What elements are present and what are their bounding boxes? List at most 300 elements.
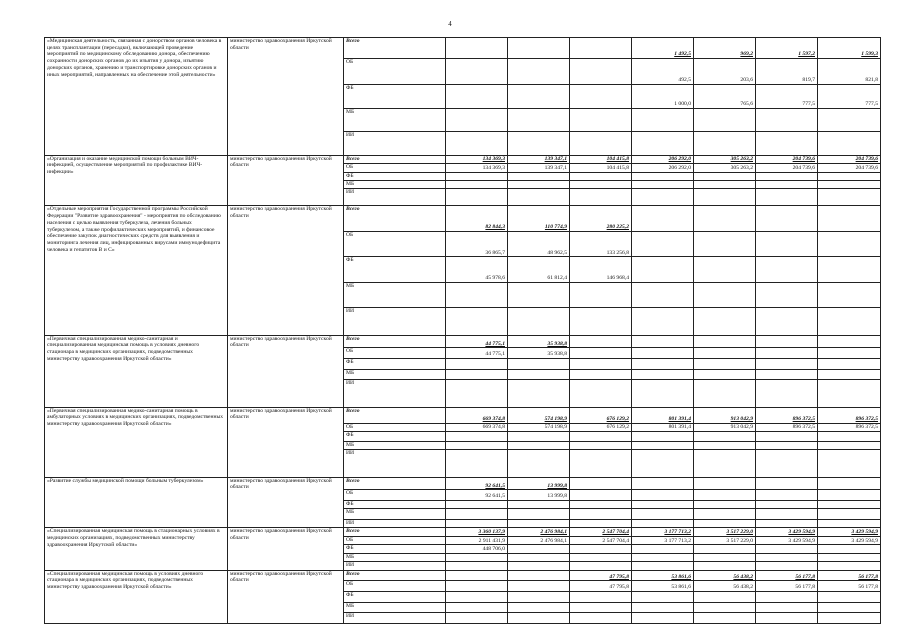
amount-cell bbox=[756, 591, 818, 602]
funding-source-cell: МБ bbox=[344, 369, 446, 380]
amount-cell: 913 042,9 bbox=[694, 407, 756, 423]
amount-cell bbox=[756, 348, 818, 359]
amount-cell bbox=[818, 206, 881, 231]
amount-cell bbox=[632, 432, 694, 442]
table-row bbox=[45, 528, 881, 536]
funding-source-cell: ИИ bbox=[344, 380, 446, 408]
table-row bbox=[45, 477, 881, 490]
amount-cell: 896 372,5 bbox=[818, 407, 881, 423]
amount-cell: 676 129,2 bbox=[570, 423, 632, 431]
amount-cell: 35 938,8 bbox=[508, 348, 570, 359]
budget-table bbox=[44, 37, 881, 624]
amount-cell: 3 429 594,9 bbox=[818, 536, 881, 544]
amount-cell: 3 360 137,9 bbox=[446, 528, 508, 536]
amount-cell: 2 476 984,1 bbox=[508, 528, 570, 536]
amount-cell bbox=[694, 613, 756, 624]
amount-cell: 3 177 713,2 bbox=[632, 536, 694, 544]
amount-cell bbox=[818, 602, 881, 613]
amount-cell bbox=[632, 108, 694, 131]
amount-cell bbox=[756, 553, 818, 561]
amount-cell bbox=[818, 490, 881, 501]
amount-cell bbox=[570, 189, 632, 206]
amount-cell bbox=[508, 441, 570, 449]
executor-cell: министерство здравоохранения Иркутской области bbox=[228, 407, 344, 477]
amount-cell bbox=[570, 490, 632, 501]
amount-cell bbox=[756, 562, 818, 570]
amount-cell bbox=[818, 477, 881, 490]
amount-cell bbox=[446, 591, 508, 602]
table-row bbox=[45, 38, 881, 59]
amount-cell bbox=[756, 432, 818, 442]
amount-cell bbox=[756, 335, 818, 348]
funding-source-cell: ФБ bbox=[344, 172, 446, 180]
amount-cell bbox=[818, 380, 881, 408]
amount-cell bbox=[818, 562, 881, 570]
amount-cell: 56 177,8 bbox=[818, 570, 881, 581]
amount-cell bbox=[632, 189, 694, 206]
amount-cell bbox=[570, 84, 632, 108]
amount-cell bbox=[756, 509, 818, 520]
funding-source-cell: Всего bbox=[344, 570, 446, 581]
amount-cell bbox=[632, 477, 694, 490]
amount-cell bbox=[818, 108, 881, 131]
amount-cell bbox=[570, 553, 632, 561]
amount-cell: 82 844,3 bbox=[446, 206, 508, 231]
amount-cell: 56 438,2 bbox=[694, 581, 756, 592]
event-name-cell: «Развитие службы медицинской помощи больным туберкулезом» bbox=[45, 477, 228, 528]
amount-cell bbox=[694, 500, 756, 508]
amount-cell bbox=[570, 132, 632, 155]
amount-cell: 92 641,5 bbox=[446, 477, 508, 490]
amount-cell bbox=[446, 181, 508, 189]
amount-cell: 13 999,8 bbox=[508, 490, 570, 501]
amount-cell bbox=[632, 172, 694, 180]
amount-cell bbox=[446, 108, 508, 131]
amount-cell: 2 547 704,4 bbox=[570, 536, 632, 544]
amount-cell bbox=[756, 181, 818, 189]
amount-cell bbox=[694, 490, 756, 501]
funding-source-cell: ИИ bbox=[344, 450, 446, 478]
amount-cell bbox=[694, 348, 756, 359]
amount-cell: 801 391,4 bbox=[632, 423, 694, 431]
amount-cell bbox=[694, 282, 756, 307]
amount-cell: 777,5 bbox=[818, 84, 881, 108]
amount-cell bbox=[756, 189, 818, 206]
amount-cell bbox=[632, 441, 694, 449]
amount-cell bbox=[818, 509, 881, 520]
amount-cell bbox=[818, 282, 881, 307]
amount-cell bbox=[446, 358, 508, 369]
amount-cell bbox=[508, 581, 570, 592]
amount-cell bbox=[446, 132, 508, 155]
amount-cell: 203,6 bbox=[694, 59, 756, 84]
page-number: 4 bbox=[448, 20, 452, 28]
amount-cell: 206 292,0 bbox=[632, 155, 694, 163]
amount-cell: 676 129,2 bbox=[570, 407, 632, 423]
amount-cell bbox=[508, 602, 570, 613]
amount-cell bbox=[570, 38, 632, 59]
amount-cell bbox=[570, 308, 632, 336]
amount-cell: 305 263,2 bbox=[694, 164, 756, 172]
funding-source-cell: ФБ bbox=[344, 84, 446, 108]
amount-cell bbox=[694, 519, 756, 527]
amount-cell: 1 599,3 bbox=[818, 38, 881, 59]
table-row bbox=[45, 570, 881, 581]
amount-cell: 61 812,4 bbox=[508, 257, 570, 282]
amount-cell bbox=[632, 282, 694, 307]
amount-cell: 305 263,2 bbox=[694, 155, 756, 163]
amount-cell bbox=[694, 308, 756, 336]
amount-cell bbox=[818, 358, 881, 369]
amount-cell bbox=[570, 545, 632, 553]
event-name-cell: «Первичная специализированная медико-санитарная помощь в амбулаторных условиях в медицинских организациях, подведомственных министерству здравоохранения Иркутской области» bbox=[45, 407, 228, 477]
amount-cell bbox=[446, 562, 508, 570]
amount-cell bbox=[446, 613, 508, 624]
amount-cell: 139 347,1 bbox=[508, 164, 570, 172]
amount-cell bbox=[756, 282, 818, 307]
amount-cell bbox=[756, 613, 818, 624]
amount-cell bbox=[632, 562, 694, 570]
amount-cell: 2 547 704,4 bbox=[570, 528, 632, 536]
amount-cell: 969,2 bbox=[694, 38, 756, 59]
amount-cell bbox=[818, 172, 881, 180]
amount-cell bbox=[508, 591, 570, 602]
executor-cell: министерство здравоохранения Иркутской области bbox=[228, 38, 344, 156]
funding-source-cell: ОБ bbox=[344, 423, 446, 431]
amount-cell: 765,6 bbox=[694, 84, 756, 108]
amount-cell bbox=[632, 613, 694, 624]
amount-cell bbox=[508, 570, 570, 581]
amount-cell bbox=[446, 59, 508, 84]
amount-cell: 47 795,8 bbox=[570, 570, 632, 581]
funding-source-cell: ФБ bbox=[344, 591, 446, 602]
amount-cell bbox=[570, 59, 632, 84]
amount-cell bbox=[818, 369, 881, 380]
table-row bbox=[45, 155, 881, 163]
amount-cell: 3 517 229,0 bbox=[694, 536, 756, 544]
funding-source-cell: Всего bbox=[344, 528, 446, 536]
amount-cell bbox=[570, 335, 632, 348]
amount-cell: 1 000,0 bbox=[632, 84, 694, 108]
amount-cell bbox=[508, 308, 570, 336]
amount-cell bbox=[694, 441, 756, 449]
funding-source-cell: ИИ bbox=[344, 613, 446, 624]
amount-cell bbox=[570, 509, 632, 520]
amount-cell: 3 177 713,2 bbox=[632, 528, 694, 536]
amount-cell bbox=[446, 441, 508, 449]
amount-cell bbox=[508, 282, 570, 307]
amount-cell: 134 369,3 bbox=[446, 164, 508, 172]
amount-cell: 56 177,8 bbox=[756, 570, 818, 581]
amount-cell bbox=[508, 181, 570, 189]
amount-cell bbox=[694, 477, 756, 490]
amount-cell: 3 517 229,0 bbox=[694, 528, 756, 536]
amount-cell bbox=[756, 369, 818, 380]
amount-cell bbox=[818, 450, 881, 478]
amount-cell bbox=[570, 477, 632, 490]
amount-cell bbox=[756, 108, 818, 131]
amount-cell bbox=[632, 181, 694, 189]
amount-cell: 1 597,2 bbox=[756, 38, 818, 59]
funding-source-cell: МБ bbox=[344, 441, 446, 449]
amount-cell bbox=[508, 38, 570, 59]
amount-cell bbox=[818, 519, 881, 527]
amount-cell bbox=[818, 308, 881, 336]
amount-cell bbox=[694, 108, 756, 131]
amount-cell bbox=[818, 181, 881, 189]
amount-cell bbox=[818, 348, 881, 359]
amount-cell: 3 429 594,9 bbox=[756, 528, 818, 536]
amount-cell: 574 198,9 bbox=[508, 407, 570, 423]
amount-cell bbox=[570, 500, 632, 508]
amount-cell: 204 739,6 bbox=[756, 164, 818, 172]
funding-source-cell: ИИ bbox=[344, 308, 446, 336]
executor-cell: министерство здравоохранения Иркутской области bbox=[228, 335, 344, 407]
amount-cell: 896 372,5 bbox=[756, 407, 818, 423]
amount-cell bbox=[508, 358, 570, 369]
amount-cell bbox=[632, 348, 694, 359]
amount-cell: 146 968,4 bbox=[570, 257, 632, 282]
funding-source-cell: ИИ bbox=[344, 562, 446, 570]
amount-cell bbox=[818, 613, 881, 624]
amount-cell: 204 739,6 bbox=[818, 164, 881, 172]
amount-cell bbox=[694, 602, 756, 613]
funding-source-cell: ОБ bbox=[344, 490, 446, 501]
funding-source-cell: ИИ bbox=[344, 132, 446, 155]
amount-cell: 819,7 bbox=[756, 59, 818, 84]
table-row bbox=[45, 407, 881, 423]
amount-cell: 492,5 bbox=[632, 59, 694, 84]
amount-cell bbox=[632, 358, 694, 369]
amount-cell: 134 369,3 bbox=[446, 155, 508, 163]
amount-cell bbox=[508, 553, 570, 561]
amount-cell: 133 256,8 bbox=[570, 231, 632, 256]
funding-source-cell: Всего bbox=[344, 155, 446, 163]
funding-source-cell: ОБ bbox=[344, 59, 446, 84]
amount-cell bbox=[570, 369, 632, 380]
amount-cell: 777,5 bbox=[756, 84, 818, 108]
amount-cell bbox=[446, 500, 508, 508]
amount-cell: 13 999,8 bbox=[508, 477, 570, 490]
amount-cell: 44 775,1 bbox=[446, 335, 508, 348]
amount-cell bbox=[632, 380, 694, 408]
amount-cell bbox=[818, 132, 881, 155]
funding-source-cell: ОБ bbox=[344, 164, 446, 172]
amount-cell: 47 795,8 bbox=[570, 581, 632, 592]
funding-source-cell: МБ bbox=[344, 602, 446, 613]
funding-source-cell: Всего bbox=[344, 407, 446, 423]
amount-cell bbox=[694, 432, 756, 442]
amount-cell bbox=[756, 500, 818, 508]
amount-cell: 669 374,8 bbox=[446, 407, 508, 423]
amount-cell bbox=[694, 181, 756, 189]
amount-cell bbox=[694, 369, 756, 380]
amount-cell bbox=[756, 308, 818, 336]
amount-cell bbox=[508, 450, 570, 478]
amount-cell bbox=[508, 369, 570, 380]
amount-cell bbox=[756, 441, 818, 449]
amount-cell: 36 865,7 bbox=[446, 231, 508, 256]
amount-cell: 669 374,8 bbox=[446, 423, 508, 431]
amount-cell bbox=[446, 581, 508, 592]
funding-source-cell: МБ bbox=[344, 282, 446, 307]
amount-cell bbox=[508, 84, 570, 108]
funding-source-cell: Всего bbox=[344, 206, 446, 231]
event-name-cell: «Организация и оказание медицинской помощи больным ВИЧ-инфекцией, осуществление мероприятий по профилактике ВИЧ-инфекции» bbox=[45, 155, 228, 206]
funding-source-cell: ФБ bbox=[344, 358, 446, 369]
amount-cell bbox=[446, 282, 508, 307]
amount-cell: 44 775,1 bbox=[446, 348, 508, 359]
amount-cell bbox=[446, 432, 508, 442]
amount-cell bbox=[570, 441, 632, 449]
amount-cell bbox=[446, 519, 508, 527]
amount-cell: 801 391,4 bbox=[632, 407, 694, 423]
amount-cell bbox=[508, 108, 570, 131]
amount-cell bbox=[818, 500, 881, 508]
event-name-cell: «Специализированная медицинская помощь в условиях дневного стационара в медицинских организациях, подведомственных министерству здравоохранения Иркутской области» bbox=[45, 570, 228, 623]
amount-cell bbox=[818, 545, 881, 553]
amount-cell bbox=[818, 553, 881, 561]
amount-cell bbox=[632, 509, 694, 520]
amount-cell bbox=[508, 562, 570, 570]
amount-cell bbox=[446, 38, 508, 59]
amount-cell bbox=[446, 602, 508, 613]
amount-cell bbox=[756, 477, 818, 490]
amount-cell: 913 042,9 bbox=[694, 423, 756, 431]
amount-cell bbox=[818, 335, 881, 348]
amount-cell bbox=[632, 369, 694, 380]
amount-cell: 56 177,8 bbox=[818, 581, 881, 592]
funding-source-cell: Всего bbox=[344, 477, 446, 490]
funding-source-cell: Всего bbox=[344, 335, 446, 348]
amount-cell bbox=[446, 189, 508, 206]
amount-cell bbox=[694, 335, 756, 348]
amount-cell bbox=[632, 257, 694, 282]
funding-source-cell: Всего bbox=[344, 38, 446, 59]
amount-cell bbox=[632, 545, 694, 553]
amount-cell: 574 198,9 bbox=[508, 423, 570, 431]
amount-cell bbox=[694, 562, 756, 570]
executor-cell: министерство здравоохранения Иркутской области bbox=[228, 477, 344, 528]
amount-cell bbox=[756, 380, 818, 408]
funding-source-cell: МБ bbox=[344, 553, 446, 561]
amount-cell bbox=[446, 172, 508, 180]
event-name-cell: «Отдельные мероприятия Государственной программы Российской Федерации "Развитие здравоохранения" - мероприятия по обследованию населения с целью выявления туберкулеза, лечения больных туберкулезом, а также профилактических мероприятий, и финансовое обеспечение закупок диагностических средств для выявления и мониторинга лечения лиц, инфицированных вирусами иммунодефицита человека и гепатитов В и С» bbox=[45, 206, 228, 335]
amount-cell: 896 372,5 bbox=[818, 423, 881, 431]
amount-cell bbox=[446, 509, 508, 520]
amount-cell bbox=[818, 257, 881, 282]
amount-cell: 3 429 594,9 bbox=[818, 528, 881, 536]
amount-cell bbox=[632, 500, 694, 508]
amount-cell bbox=[632, 553, 694, 561]
amount-cell bbox=[570, 432, 632, 442]
amount-cell: 1 492,5 bbox=[632, 38, 694, 59]
amount-cell bbox=[756, 602, 818, 613]
amount-cell: 448 706,0 bbox=[446, 545, 508, 553]
event-name-cell: «Первичная специализированная медико-санитарная и специализированная медицинская помощь в условиях дневного стационара в медицинских организациях, подведомственных министерству здравоохранения Иркутской области» bbox=[45, 335, 228, 407]
funding-source-cell: ИИ bbox=[344, 519, 446, 527]
amount-cell bbox=[756, 490, 818, 501]
amount-cell bbox=[632, 132, 694, 155]
amount-cell: 204 739,6 bbox=[818, 155, 881, 163]
amount-cell bbox=[756, 132, 818, 155]
amount-cell bbox=[694, 172, 756, 180]
amount-cell: 104 415,8 bbox=[570, 164, 632, 172]
amount-cell bbox=[632, 602, 694, 613]
amount-cell: 2 476 984,1 bbox=[508, 536, 570, 544]
funding-source-cell: МБ bbox=[344, 509, 446, 520]
amount-cell bbox=[694, 509, 756, 520]
amount-cell bbox=[508, 380, 570, 408]
amount-cell bbox=[446, 570, 508, 581]
amount-cell bbox=[694, 231, 756, 256]
funding-source-cell: ФБ bbox=[344, 257, 446, 282]
amount-cell bbox=[694, 450, 756, 478]
executor-cell: министерство здравоохранения Иркутской области bbox=[228, 206, 344, 335]
amount-cell bbox=[508, 500, 570, 508]
amount-cell: 110 774,9 bbox=[508, 206, 570, 231]
amount-cell bbox=[632, 490, 694, 501]
amount-cell: 896 372,5 bbox=[756, 423, 818, 431]
executor-cell: министерство здравоохранения Иркутской области bbox=[228, 570, 344, 623]
amount-cell bbox=[818, 432, 881, 442]
amount-cell bbox=[756, 172, 818, 180]
amount-cell: 104 415,8 bbox=[570, 155, 632, 163]
amount-cell: 821,8 bbox=[818, 59, 881, 84]
amount-cell bbox=[570, 591, 632, 602]
amount-cell bbox=[446, 84, 508, 108]
amount-cell bbox=[632, 206, 694, 231]
amount-cell bbox=[570, 613, 632, 624]
amount-cell bbox=[694, 257, 756, 282]
amount-cell: 45 978,6 bbox=[446, 257, 508, 282]
amount-cell: 139 347,1 bbox=[508, 155, 570, 163]
amount-cell bbox=[508, 132, 570, 155]
amount-cell bbox=[508, 172, 570, 180]
amount-cell bbox=[756, 206, 818, 231]
amount-cell bbox=[632, 519, 694, 527]
amount-cell bbox=[694, 206, 756, 231]
amount-cell: 92 641,5 bbox=[446, 490, 508, 501]
amount-cell bbox=[446, 380, 508, 408]
amount-cell bbox=[756, 545, 818, 553]
amount-cell bbox=[446, 450, 508, 478]
amount-cell bbox=[570, 380, 632, 408]
amount-cell: 53 861,6 bbox=[632, 570, 694, 581]
amount-cell bbox=[570, 282, 632, 307]
table-row bbox=[45, 335, 881, 348]
funding-source-cell: ОБ bbox=[344, 231, 446, 256]
amount-cell: 56 438,2 bbox=[694, 570, 756, 581]
amount-cell bbox=[694, 189, 756, 206]
amount-cell bbox=[694, 358, 756, 369]
amount-cell bbox=[694, 380, 756, 408]
amount-cell bbox=[632, 450, 694, 478]
funding-source-cell: ФБ bbox=[344, 545, 446, 553]
amount-cell: 35 938,8 bbox=[508, 335, 570, 348]
event-name-cell: «Медицинская деятельность, связанная с донорством органов человека в целях трансплантации (пересадки), включающей проведение мероприятий по медицинскому обследованию донора, обеспечению сохранности донорских органов до их изъятия у донора, изъятию донорских органов, хранению и транспортировке донорских органов и иных мероприятий, направленных на обеспечение этой деятельности» bbox=[45, 38, 228, 156]
amount-cell bbox=[508, 509, 570, 520]
amount-cell bbox=[508, 545, 570, 553]
amount-cell bbox=[694, 545, 756, 553]
amount-cell bbox=[570, 172, 632, 180]
amount-cell bbox=[818, 189, 881, 206]
amount-cell bbox=[508, 59, 570, 84]
amount-cell bbox=[508, 189, 570, 206]
amount-cell bbox=[632, 308, 694, 336]
funding-source-cell: МБ bbox=[344, 181, 446, 189]
amount-cell bbox=[508, 519, 570, 527]
